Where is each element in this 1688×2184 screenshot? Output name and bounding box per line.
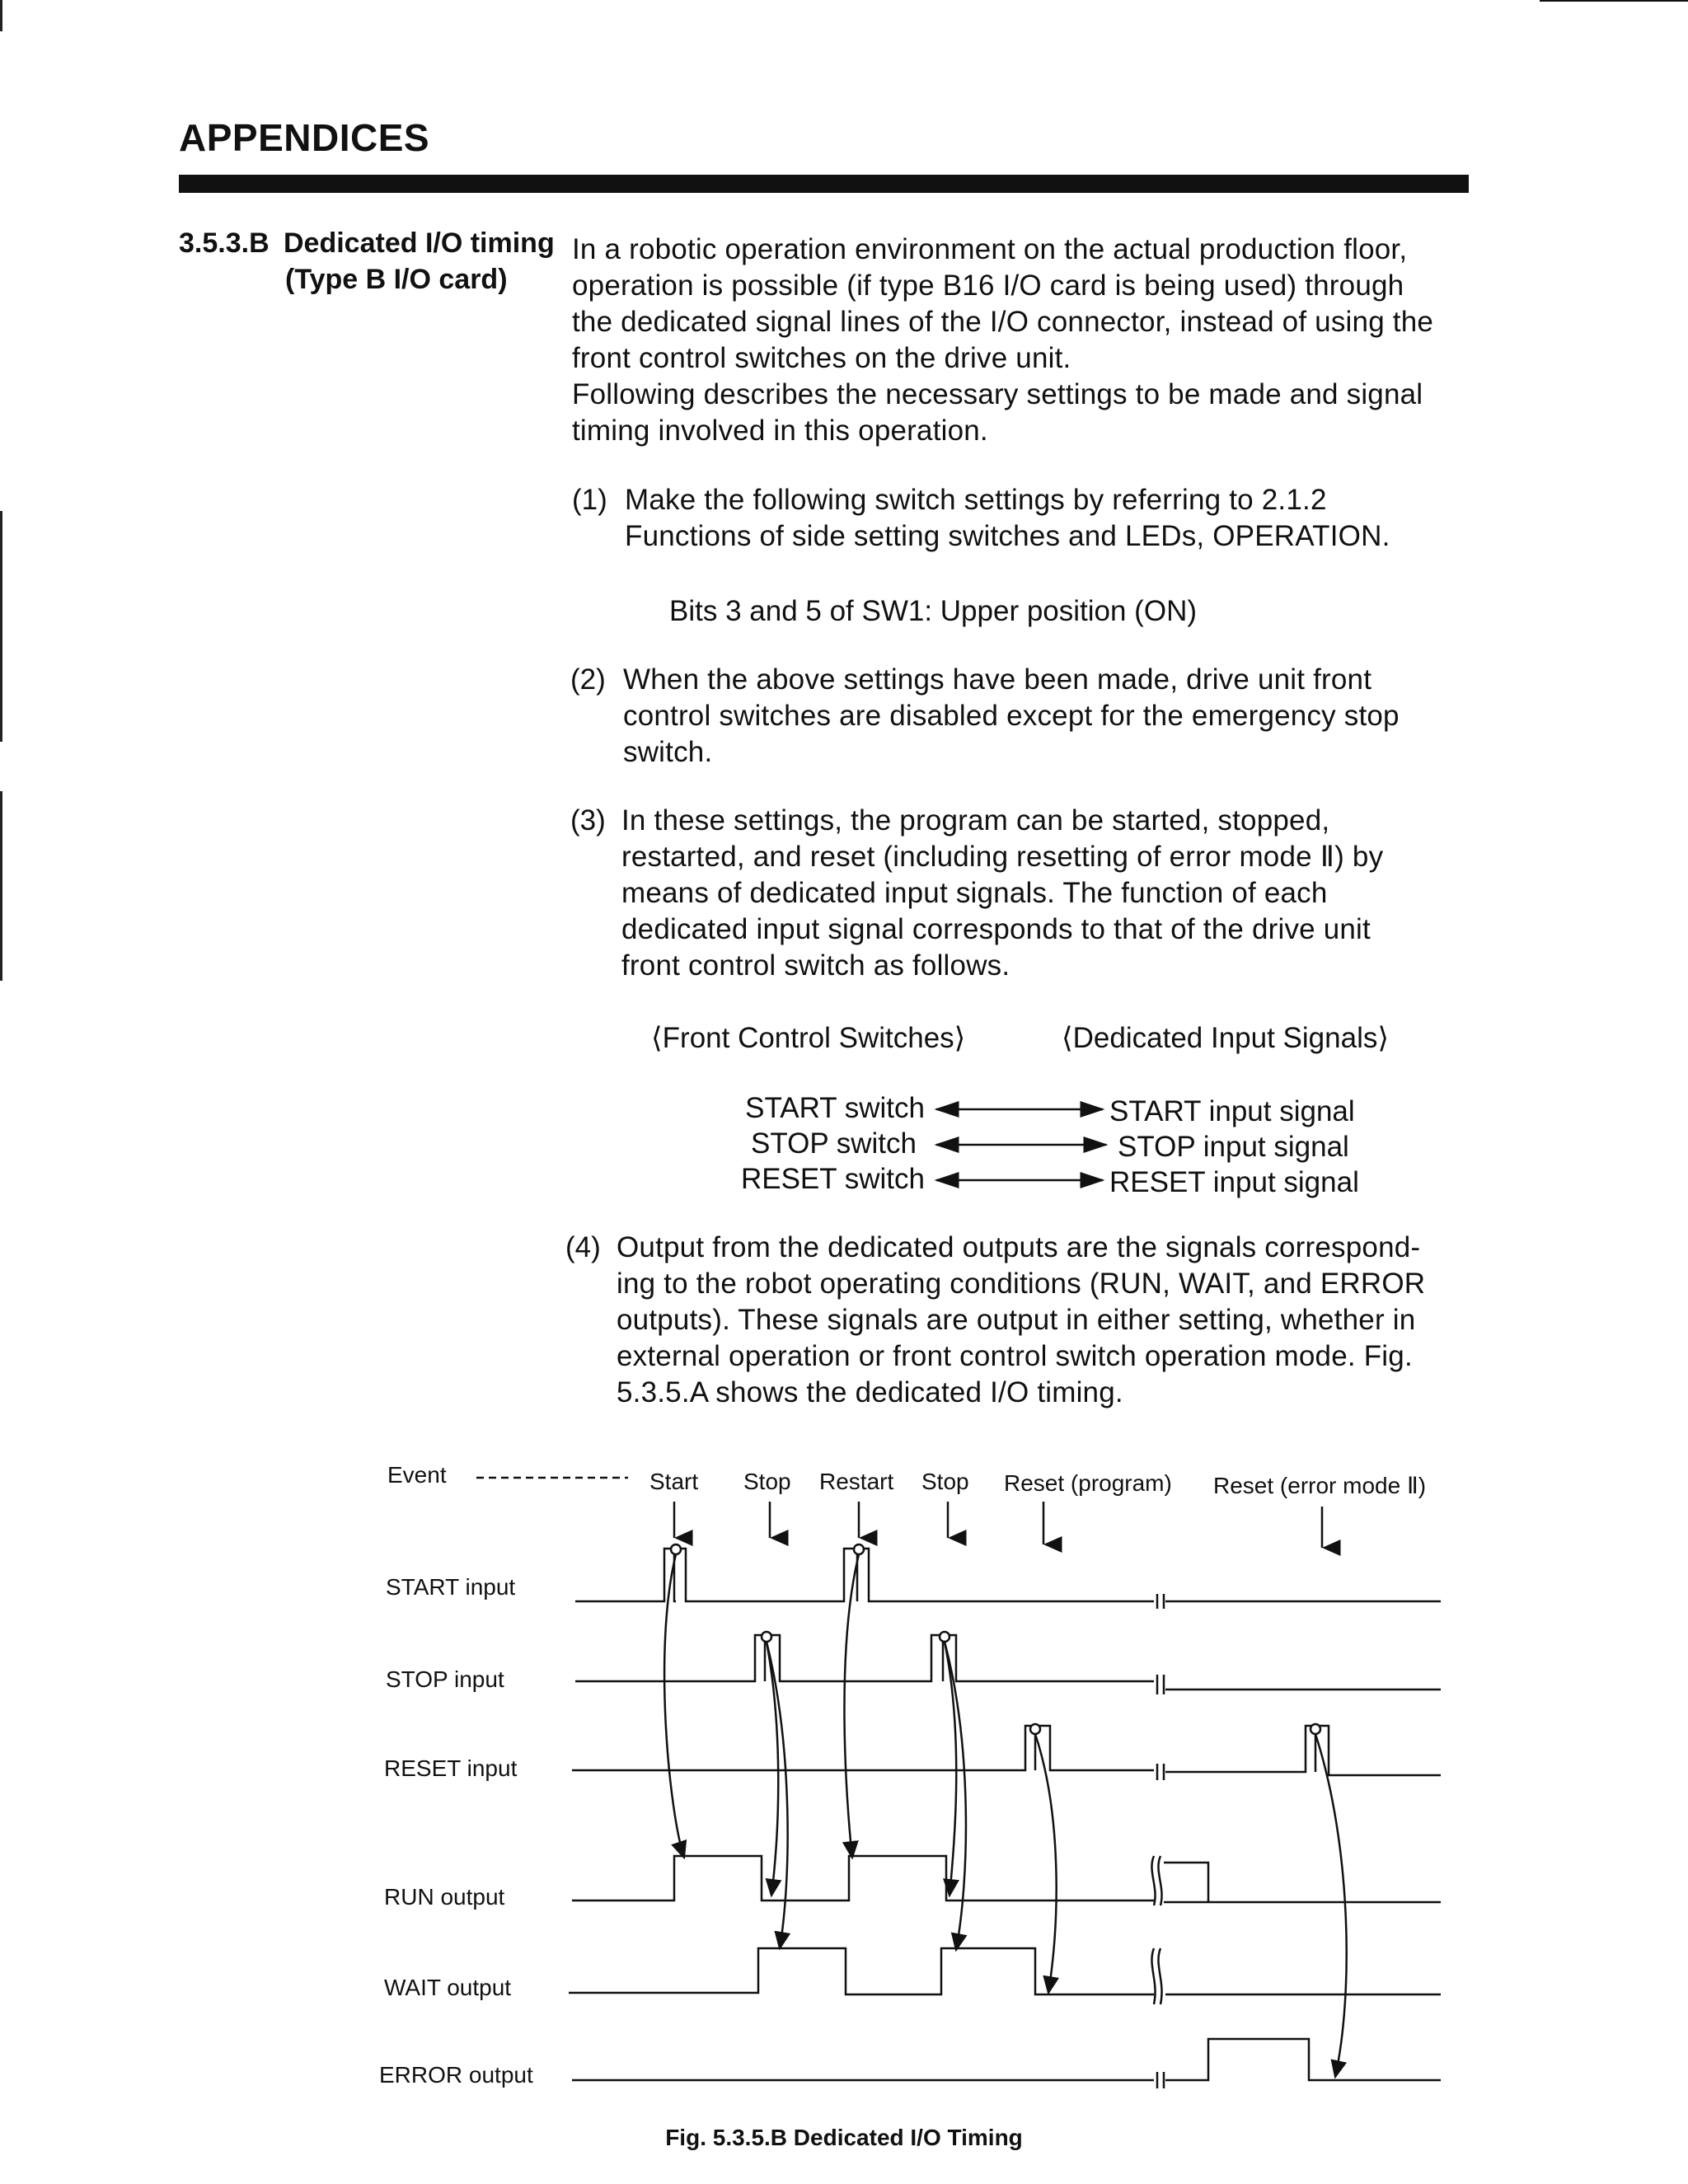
item-line: 5.3.5.A shows the dedicated I/O timing. [617, 1376, 1123, 1408]
intro-line: Following describes the necessary settings to be made and signal [572, 378, 1423, 410]
intro-line: front control switches on the drive unit. [572, 342, 1071, 374]
event-stop: Stop [921, 1469, 969, 1494]
trigger-dot [940, 1632, 950, 1642]
mapping-signal: RESET input signal [1109, 1166, 1359, 1198]
mapping-left-header: ⟨Front Control Switches⟩ [651, 1022, 966, 1054]
signal-label-start: START input [386, 1574, 516, 1600]
bits-setting: Bits 3 and 5 of SW1: Upper position (ON) [669, 595, 1197, 627]
trigger-dot [1030, 1724, 1040, 1734]
mapping-right-header: ⟨Dedicated Input Signals⟩ [1062, 1022, 1389, 1054]
mapping-signal: STOP input signal [1118, 1131, 1349, 1163]
trigger-dot [1311, 1724, 1320, 1734]
start-input-waveform [575, 1549, 1441, 1601]
event-label: Event [387, 1462, 447, 1488]
mapping-switch: START switch [745, 1092, 925, 1124]
item-line: Functions of side setting switches and LEDs, OPERATION. [625, 520, 1390, 552]
error-output-waveform [572, 2039, 1441, 2080]
signal-label-run: RUN output [384, 1884, 505, 1910]
mapping-switch: RESET switch [740, 1163, 925, 1195]
event-reset-error: Reset (error mode Ⅱ) [1213, 1473, 1427, 1498]
item-line: Make the following switch settings by referring to 2.1.2 [625, 484, 1327, 516]
event-stop: Stop [743, 1469, 791, 1494]
event-reset-program: Reset (program) [1004, 1470, 1172, 1496]
item-line: control switches are disabled except for the emergency stop [623, 700, 1400, 732]
item-number: (3) [570, 804, 606, 837]
break-mark [1151, 1948, 1161, 2004]
item-line: dedicated input signal corresponds to that of the drive unit [621, 913, 1371, 945]
intro-line: the dedicated signal lines of the I/O connector, instead of using the [572, 306, 1434, 338]
run-output-waveform [572, 1856, 1441, 1902]
signal-label-error: ERROR output [379, 2062, 533, 2088]
item-line: outputs). These signals are output in either setting, whether in [617, 1304, 1416, 1336]
signal-label-reset: RESET input [384, 1755, 518, 1781]
figure-caption: Fig. 5.3.5.B Dedicated I/O Timing [665, 2125, 1023, 2150]
item-line: Output from the dedicated outputs are the signals correspond- [617, 1231, 1421, 1263]
mapping-switch: STOP switch [751, 1127, 917, 1160]
item-line: ing to the robot operating conditions (RUN, WAIT, and ERROR [617, 1268, 1426, 1300]
intro-line: timing involved in this operation. [572, 415, 988, 447]
signal-label-stop: STOP input [386, 1666, 504, 1692]
item-line: means of dedicated input signals. The function of each [621, 877, 1328, 909]
causal-arrow [1035, 1734, 1057, 1993]
trigger-dot [671, 1544, 681, 1554]
causal-arrow [767, 1642, 778, 1896]
intro-line: In a robotic operation environment on the actual production floor, [572, 233, 1408, 265]
section-number: 3.5.3.B [179, 227, 270, 259]
trigger-dot [762, 1632, 771, 1642]
mapping-signal: START input signal [1109, 1095, 1355, 1127]
stop-input-waveform [575, 1635, 1441, 1690]
break-mark [1151, 1856, 1161, 1905]
causal-arrow [1315, 1734, 1347, 2077]
event-arrows [674, 1502, 1322, 1548]
item-line: external operation or front control switch operation mode. Fig. [617, 1340, 1413, 1372]
item-number: (1) [572, 484, 607, 516]
wait-output-waveform [569, 1948, 1441, 1994]
page-header-title: APPENDICES [179, 116, 430, 159]
item-number: (2) [570, 663, 606, 696]
item-line: In these settings, the program can be started, stopped, [621, 804, 1330, 837]
item-line: When the above settings have been made, drive unit front [623, 663, 1372, 696]
section-subtitle: (Type B I/O card) [285, 264, 508, 295]
event-restart: Restart [819, 1469, 894, 1494]
item-number: (4) [565, 1231, 601, 1263]
section-title: Dedicated I/O timing [284, 227, 555, 259]
signal-label-wait: WAIT output [384, 1975, 512, 2000]
causal-arrow [767, 1642, 788, 1948]
intro-line: operation is possible (if type B16 I/O card is being used) through [572, 269, 1404, 302]
item-line: front control switch as follows. [621, 949, 1010, 982]
event-start: Start [649, 1469, 699, 1494]
trigger-dot [854, 1544, 864, 1554]
item-line: switch. [623, 736, 713, 768]
item-line: restarted, and reset (including resetting of error mode Ⅱ) by [621, 841, 1384, 873]
reset-input-waveform [572, 1726, 1441, 1775]
